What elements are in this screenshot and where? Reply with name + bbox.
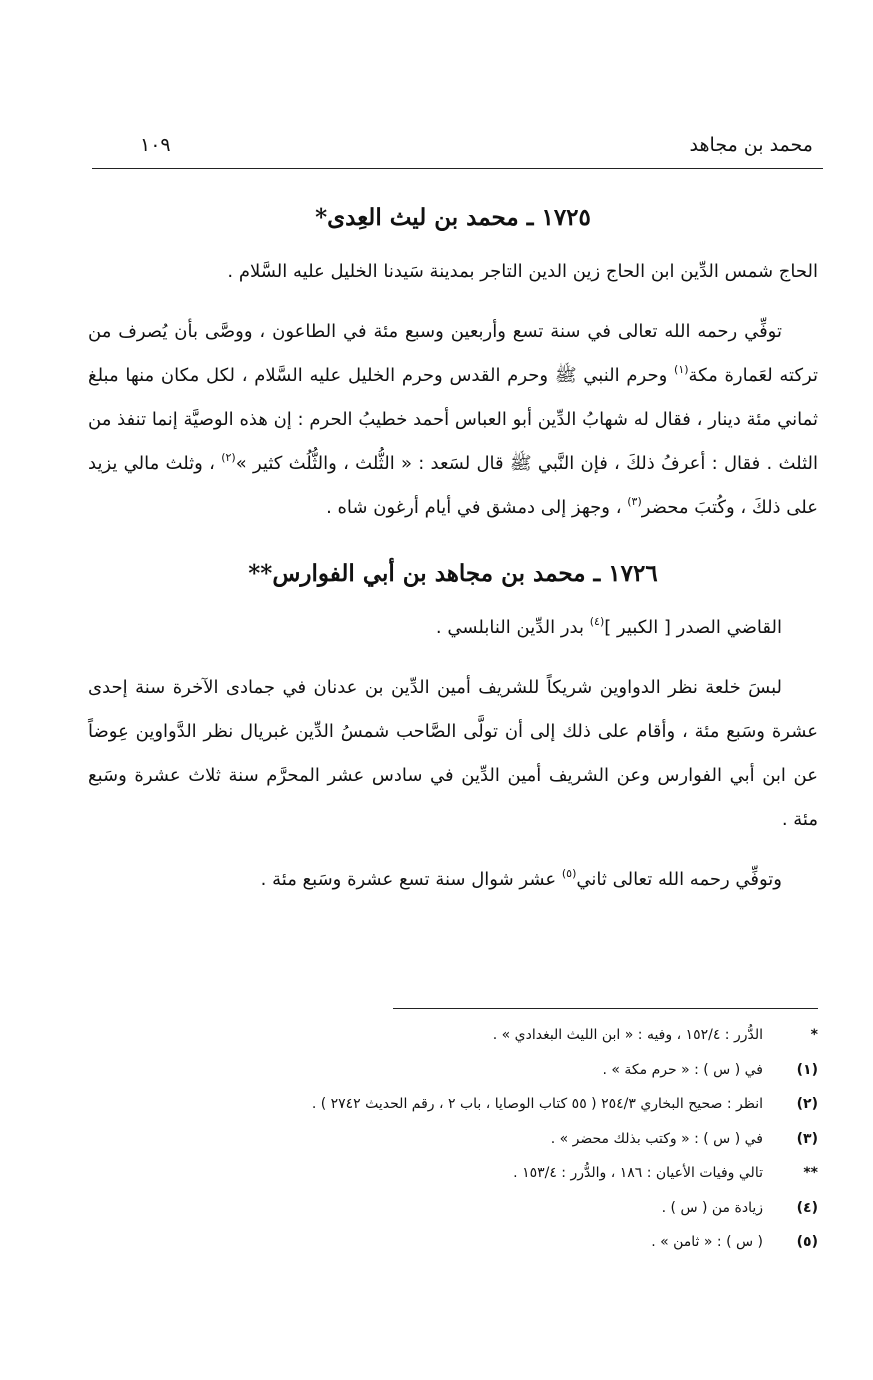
footnote-marker: (٣) bbox=[796, 1130, 818, 1147]
body-segment: القاضي الصدر [ الكبير ] bbox=[604, 617, 782, 638]
footnote-item bbox=[88, 1225, 818, 1260]
body-segment: ، وثلث مالي يزيد على ذلكَ ، وكُتبَ محضر bbox=[88, 453, 818, 518]
entry-heading-1725: ١٧٢٥ ـ محمد بن ليث العِدى* bbox=[315, 204, 591, 231]
entry-1725-intro: الحاج شمس الدِّين ابن الحاج زين الدين التاجر بمدينة سَيدنا الخليل عليه السَّلام . bbox=[227, 261, 818, 282]
body-segment: وحرم النبي ﷺ وحرم القدس وحرم الخليل عليه السَّلام ، لكل مكان منها مبلغ ثماني مئة دينار ، فقال له شهابُ الدِّين أبو العباس أحمد خطيبُ الحرم : إن هذه الوصيَّة إنما تنفذ من الثلث . فقال : أعرفُ ذلكَ ، فإن النَّبي ﷺ قال لسَعد : « الثُّلث ، والثُّلُث كثير » bbox=[88, 365, 819, 474]
footnote-divider bbox=[393, 1008, 818, 1009]
entry-1726-body: لبسَ خلعة نظر الدواوين شريكاً للشريف أمين الدِّين بن عدنان في جمادى الآخرة سنة إحدى عشرة وسَبع مئة ، وأقام على ذلك إلى أن تولَّى الصَّاحب شمسُ الدِّين غبريال نظر الدَّواوين عِوضاً عن ابن أبي الفوارس وعن الشريف أمين الدِّين في سادس عشر المحرَّم سنة ثلاث عشرة وسَبع مئة . bbox=[88, 677, 818, 830]
footnote-marker: (٥) bbox=[796, 1234, 818, 1250]
footnote-item bbox=[88, 1156, 818, 1191]
footnote-item bbox=[88, 1191, 818, 1226]
footnote-text: ( س ) : « ثامن » . bbox=[651, 1234, 763, 1250]
entry-heading-1726: ١٧٢٦ ـ محمد بن مجاهد بن أبي الفوارس** bbox=[248, 560, 658, 587]
entry-1725-body bbox=[88, 310, 818, 530]
footnote-text: في ( س ) : « حرم مكة » . bbox=[602, 1061, 763, 1078]
footnote-text: تالي وفيات الأعيان : ١٨٦ ، والدُّرر : ١٥٣/٤ . bbox=[513, 1165, 763, 1181]
footnote-marker: (٤) bbox=[796, 1199, 818, 1216]
note-ref: (٣) bbox=[627, 495, 642, 508]
note-ref: (٤) bbox=[589, 615, 605, 628]
body-segment: توفِّي رحمه الله تعالى في سنة تسع وأربعين وسبع مئة في الطاعون ، ووصَّى بأن يُصرف من تركته لعَمارة مكة bbox=[88, 321, 819, 386]
main-text bbox=[88, 196, 818, 902]
footnote-marker: (٢) bbox=[796, 1096, 818, 1112]
footnote-item bbox=[88, 1053, 818, 1088]
footnote-marker: ** bbox=[803, 1165, 818, 1181]
entry-1726-death bbox=[88, 858, 818, 902]
footnote-item bbox=[88, 1122, 818, 1157]
note-ref: (١) bbox=[674, 363, 689, 376]
footnotes-section bbox=[88, 1008, 818, 1260]
footnote-marker: * bbox=[810, 1027, 818, 1043]
body-segment: وتوفِّي رحمه الله تعالى ثاني bbox=[576, 869, 782, 890]
running-title: محمد بن مجاهد bbox=[689, 134, 813, 156]
note-ref: (٢) bbox=[221, 451, 236, 464]
footnote-marker: (١) bbox=[796, 1061, 818, 1078]
footnote-item bbox=[88, 1018, 818, 1053]
body-segment: ، وجهز إلى دمشق في أيام أرغون شاه . bbox=[326, 497, 628, 518]
entry-1726-intro bbox=[88, 606, 818, 650]
footnote-text: زيادة من ( س ) . bbox=[661, 1199, 763, 1216]
footnote-text: في ( س ) : « وكتب بذلك محضر » . bbox=[550, 1130, 763, 1147]
note-ref: (٥) bbox=[561, 867, 577, 880]
running-header bbox=[92, 132, 823, 169]
body-segment: عشر شوال سنة تسع عشرة وسَبع مئة . bbox=[260, 869, 562, 890]
page-number: ١٠٩ bbox=[140, 134, 171, 156]
footnote-text: انظر : صحيح البخاري ٢٥٤/٣ ( ٥٥ كتاب الوصايا ، باب ٢ ، رقم الحديث ٢٧٤٢ ) . bbox=[311, 1096, 763, 1112]
body-segment: بدر الدِّين النابلسي . bbox=[435, 617, 590, 638]
footnote-text: الدُّرر : ١٥٢/٤ ، وفيه : « ابن الليث البغدادي » . bbox=[492, 1027, 763, 1043]
footnote-list bbox=[88, 1008, 818, 1260]
footnote-item bbox=[88, 1087, 818, 1122]
